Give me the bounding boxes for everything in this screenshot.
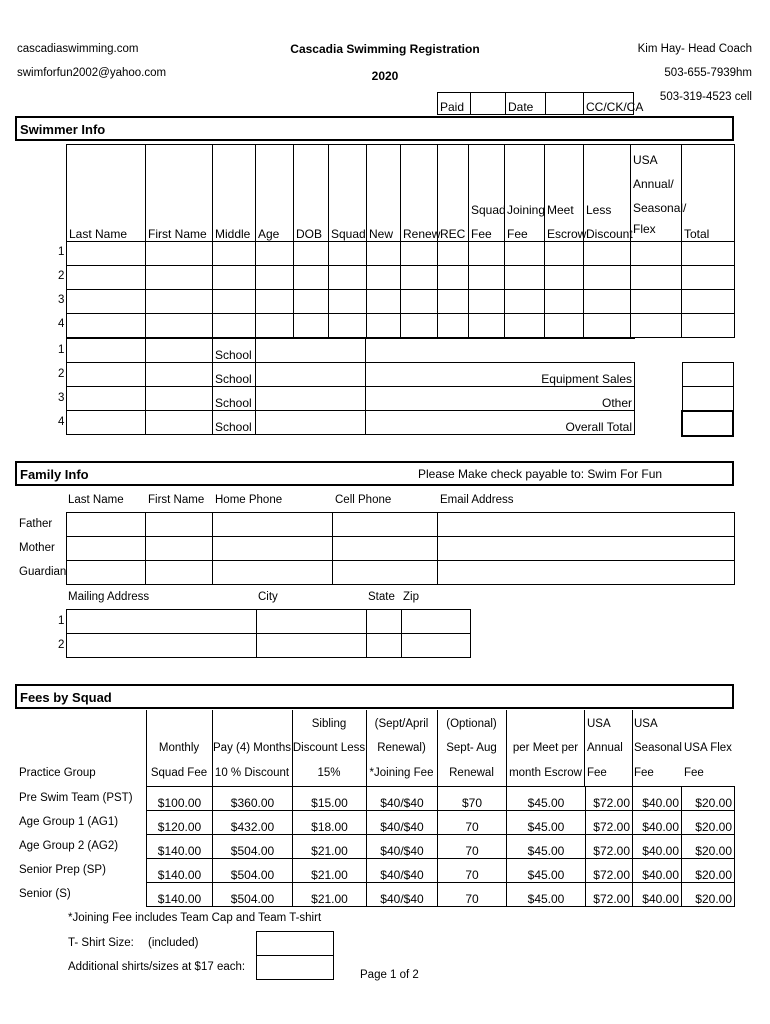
field[interactable]	[146, 561, 213, 585]
field[interactable]	[213, 242, 256, 266]
fee-cell-pay4: $504.00	[213, 883, 293, 907]
fee-cell-joining: $40/$40	[367, 787, 438, 811]
field[interactable]	[67, 387, 146, 411]
col-squad-fee-l2: Fee	[471, 227, 492, 241]
payment-box	[437, 92, 644, 115]
fee-cell-monthly: $140.00	[147, 883, 213, 907]
col-less-discount-l1: Less	[586, 203, 612, 217]
field[interactable]	[545, 314, 584, 338]
col-squad: Squad	[329, 145, 367, 242]
fee-row	[147, 811, 735, 835]
field[interactable]	[505, 314, 545, 338]
col-meet-escrow-l2: Escrow	[547, 227, 587, 241]
divider	[632, 710, 633, 786]
tshirt-included-note: (included)	[148, 937, 199, 949]
col-less-discount-l2: Discount	[586, 227, 633, 241]
paid-label: Paid	[438, 93, 471, 115]
col-usa-l2: Annual/	[633, 177, 674, 191]
field[interactable]	[402, 634, 471, 658]
family-info-title: Family Info	[20, 467, 89, 482]
swimmer-row-number: 3	[58, 294, 65, 306]
field[interactable]	[438, 314, 469, 338]
field[interactable]	[682, 242, 735, 266]
fee-cell-joining: $40/$40	[367, 859, 438, 883]
field[interactable]	[213, 314, 256, 338]
field[interactable]	[67, 513, 146, 537]
field[interactable]	[146, 537, 213, 561]
field[interactable]	[469, 266, 505, 290]
fee-cell-meet: $45.00	[507, 883, 586, 907]
col-first-name: First Name	[146, 145, 213, 242]
field[interactable]	[545, 242, 584, 266]
equipment-sales-field[interactable]	[682, 362, 734, 387]
fee-col-meet-l2: month Escrow	[509, 767, 582, 779]
field[interactable]	[631, 242, 682, 266]
school-label: School	[213, 411, 256, 435]
school-row-number: 1	[58, 344, 65, 356]
fee-cell-flex: $20.00	[682, 883, 735, 907]
fee-cell-sibling: $21.00	[293, 859, 367, 883]
field[interactable]	[438, 561, 735, 585]
fee-cell-seasonal: $40.00	[633, 883, 682, 907]
fee-col-seasonal-l3: Fee	[634, 767, 654, 779]
fee-cell-annual: $72.00	[586, 859, 633, 883]
swimmer-row	[67, 242, 735, 266]
swimmer-row	[67, 266, 735, 290]
col-usa-l4: Flex	[633, 222, 656, 236]
field[interactable]	[438, 290, 469, 314]
paid-field[interactable]	[471, 93, 506, 115]
fam-col-home-phone: Home Phone	[215, 494, 283, 506]
fee-cell-flex: $20.00	[682, 811, 735, 835]
fee-cell-annual: $72.00	[586, 835, 633, 859]
school-table	[66, 338, 635, 435]
other-label: Other	[366, 387, 635, 411]
school-row-number: 2	[58, 368, 65, 380]
additional-shirts-field[interactable]	[256, 955, 334, 980]
date-label: Date	[506, 93, 546, 115]
field[interactable]	[438, 242, 469, 266]
col-less-discount	[584, 145, 631, 242]
field[interactable]	[67, 314, 146, 338]
col-rec: REC	[438, 145, 469, 242]
swimmer-info-header	[15, 116, 734, 141]
fam-col-cell-phone: Cell Phone	[335, 494, 392, 506]
overall-total-label: Overall Total	[366, 411, 635, 435]
father-label: Father	[19, 518, 53, 530]
field[interactable]	[294, 266, 329, 290]
cell-phone: 503-319-4523 cell	[659, 91, 752, 103]
fee-cell-optional: 70	[438, 859, 507, 883]
swimmer-row-number: 2	[58, 270, 65, 282]
field[interactable]	[438, 537, 735, 561]
address-row-number: 1	[58, 615, 65, 627]
field[interactable]	[401, 290, 438, 314]
field[interactable]	[67, 610, 257, 634]
swimmer-row-number: 4	[58, 318, 65, 330]
school-field[interactable]	[256, 339, 366, 363]
field[interactable]	[329, 314, 367, 338]
fam-col-first-name: First Name	[148, 494, 205, 506]
swimmer-table	[66, 144, 735, 338]
fee-cell-seasonal: $40.00	[633, 859, 682, 883]
fee-cell-monthly: $140.00	[147, 859, 213, 883]
school-label: School	[213, 339, 256, 363]
fee-col-optional-l1: (Optional)	[446, 718, 497, 730]
field[interactable]	[256, 290, 294, 314]
fee-cell-monthly: $120.00	[147, 811, 213, 835]
fee-col-joining-l3: *Joining Fee	[369, 767, 434, 779]
fee-col-sibling-l2: Discount Less	[292, 742, 366, 754]
fee-cell-meet: $45.00	[507, 859, 586, 883]
date-field[interactable]	[546, 93, 584, 115]
address-table	[66, 609, 471, 658]
col-renew: Renew	[401, 145, 438, 242]
mother-label: Mother	[19, 542, 55, 554]
fee-col-optional-l2: Sept- Aug	[446, 742, 497, 754]
overall-total-field[interactable]	[681, 410, 734, 437]
swimmer-info-title: Swimmer Info	[20, 122, 106, 137]
field[interactable]	[146, 290, 213, 314]
fee-cell-meet: $45.00	[507, 811, 586, 835]
field[interactable]	[367, 314, 401, 338]
col-new: New	[367, 145, 401, 242]
field[interactable]	[438, 266, 469, 290]
field[interactable]	[367, 634, 402, 658]
additional-shirts-label: Additional shirts/sizes at $17 each:	[68, 961, 246, 973]
field[interactable]	[329, 242, 367, 266]
tshirt-size-label: T- Shirt Size:	[68, 937, 134, 949]
practice-group-label: Senior Prep (SP)	[19, 864, 106, 876]
fee-cell-annual: $72.00	[586, 883, 633, 907]
field[interactable]	[294, 290, 329, 314]
fee-cell-optional: 70	[438, 835, 507, 859]
field[interactable]	[469, 242, 505, 266]
fee-cell-meet: $45.00	[507, 835, 586, 859]
fam-col-last-name: Last Name	[68, 494, 124, 506]
field[interactable]	[213, 561, 333, 585]
addr-col-zip: Zip	[403, 591, 419, 603]
field[interactable]	[367, 290, 401, 314]
field[interactable]	[584, 290, 631, 314]
field[interactable]	[294, 242, 329, 266]
school-label: School	[213, 387, 256, 411]
field[interactable]	[367, 242, 401, 266]
col-joining-fee	[505, 145, 545, 242]
fee-row	[147, 859, 735, 883]
field[interactable]	[402, 610, 471, 634]
swimmer-header-row	[67, 145, 735, 242]
family-table	[66, 512, 735, 585]
website-text: cascadiaswimming.com	[17, 43, 139, 55]
col-usa-l1: USA	[633, 153, 658, 167]
fee-col-optional-l3: Renewal	[449, 767, 494, 779]
field[interactable]	[146, 339, 213, 363]
field[interactable]	[213, 537, 333, 561]
practice-group-label: Pre Swim Team (PST)	[19, 792, 133, 804]
fee-cell-meet: $45.00	[507, 787, 586, 811]
col-meet-escrow	[545, 145, 587, 242]
fee-col-seasonal-l2: Seasonal	[634, 742, 682, 754]
field[interactable]	[469, 290, 505, 314]
equipment-sales-label: Equipment Sales	[366, 363, 635, 387]
fee-col-seasonal-l1: USA	[634, 718, 658, 730]
col-usa	[631, 145, 687, 242]
field[interactable]	[146, 411, 213, 435]
fee-cell-annual: $72.00	[586, 787, 633, 811]
col-last-name: Last Name	[67, 145, 146, 242]
fee-cell-pay4: $360.00	[213, 787, 293, 811]
year-text: 2020	[371, 69, 399, 83]
field[interactable]	[146, 242, 213, 266]
field[interactable]	[545, 266, 584, 290]
fee-cell-flex: $20.00	[682, 835, 735, 859]
fee-cell-joining: $40/$40	[367, 811, 438, 835]
fees-header	[15, 684, 734, 709]
field[interactable]	[584, 314, 631, 338]
addr-col-city: City	[258, 591, 278, 603]
address-row-number: 2	[58, 639, 65, 651]
col-meet-escrow-l1: Meet	[547, 203, 574, 217]
fee-col-annual-l2: Annual	[587, 742, 623, 754]
field[interactable]	[333, 537, 438, 561]
fee-cell-flex: $20.00	[682, 787, 735, 811]
home-phone: 503-655-7939hm	[664, 67, 752, 79]
blank	[366, 339, 635, 363]
field[interactable]	[401, 314, 438, 338]
fee-col-sibling-l3: 15%	[317, 767, 341, 779]
school-field[interactable]	[256, 411, 366, 435]
field[interactable]	[631, 314, 682, 338]
field[interactable]	[367, 610, 402, 634]
field[interactable]	[67, 561, 146, 585]
field[interactable]	[67, 266, 146, 290]
field[interactable]	[329, 266, 367, 290]
field[interactable]	[631, 266, 682, 290]
field[interactable]	[213, 266, 256, 290]
fam-col-email: Email Address	[440, 494, 514, 506]
field[interactable]	[67, 290, 146, 314]
col-age: Age	[256, 145, 294, 242]
addr-col-state: State	[368, 591, 395, 603]
fee-cell-sibling: $15.00	[293, 787, 367, 811]
field[interactable]	[545, 290, 584, 314]
swimmer-row	[67, 290, 735, 314]
field[interactable]	[682, 314, 735, 338]
fee-col-joining-l2: Renewal)	[377, 742, 426, 754]
fee-cell-pay4: $504.00	[213, 835, 293, 859]
fee-col-sibling-l1: Sibling	[311, 718, 347, 730]
field[interactable]	[631, 290, 682, 314]
field[interactable]	[67, 242, 146, 266]
swimmer-row	[67, 314, 735, 338]
field[interactable]	[146, 314, 213, 338]
school-label: School	[213, 363, 256, 387]
method-label: CC/CK/CA	[584, 93, 634, 115]
school-field[interactable]	[256, 387, 366, 411]
field[interactable]	[256, 242, 294, 266]
col-joining-fee-l2: Fee	[507, 227, 528, 241]
fee-col-meet-l1: per Meet per	[512, 742, 579, 754]
field[interactable]	[256, 266, 294, 290]
practice-group-label: Age Group 2 (AG2)	[19, 840, 119, 852]
col-dob: DOB	[294, 145, 329, 242]
page-number: Page 1 of 2	[360, 969, 419, 981]
swimmer-row-number: 1	[58, 246, 65, 258]
email-text: swimforfun2002@yahoo.com	[17, 67, 167, 79]
fee-cell-optional: 70	[438, 811, 507, 835]
field[interactable]	[146, 363, 213, 387]
fee-cell-monthly: $140.00	[147, 835, 213, 859]
field[interactable]	[584, 242, 631, 266]
field[interactable]	[67, 339, 146, 363]
fee-col-annual-l1: USA	[587, 718, 611, 730]
fee-cell-flex: $20.00	[682, 859, 735, 883]
fee-cell-sibling: $18.00	[293, 811, 367, 835]
tshirt-size-field[interactable]	[256, 931, 334, 956]
check-payable-note: Please Make check payable to: Swim For Fun	[418, 467, 663, 481]
fee-cell-joining: $40/$40	[367, 835, 438, 859]
field[interactable]	[257, 610, 367, 634]
fee-cell-pay4: $432.00	[213, 811, 293, 835]
fee-col-monthly-l1: Monthly	[158, 742, 200, 754]
col-total: Total	[682, 145, 735, 242]
field[interactable]	[505, 242, 545, 266]
field[interactable]	[333, 561, 438, 585]
fee-col-joining-l1: (Sept/April	[374, 718, 429, 730]
col-usa-l3: Seasonal/	[633, 201, 687, 215]
fee-cell-seasonal: $40.00	[633, 811, 682, 835]
field[interactable]	[67, 411, 146, 435]
fee-col-pay4-l1: Pay (4) Months	[213, 742, 291, 754]
other-field[interactable]	[682, 386, 734, 411]
guardian-label: Guardian	[19, 566, 67, 578]
fee-row	[147, 883, 735, 907]
field[interactable]	[469, 314, 505, 338]
joining-fee-note: *Joining Fee includes Team Cap and Team T-shirt	[68, 912, 322, 924]
fee-cell-monthly: $100.00	[147, 787, 213, 811]
addr-col-mailing: Mailing Address	[68, 591, 150, 603]
fee-col-monthly-l2: Squad Fee	[150, 767, 208, 779]
field[interactable]	[146, 266, 213, 290]
fee-row	[147, 787, 735, 811]
coach-name: Kim Hay- Head Coach	[637, 43, 752, 55]
fee-cell-annual: $72.00	[586, 811, 633, 835]
field[interactable]	[505, 290, 545, 314]
col-squad-fee	[469, 145, 505, 242]
field[interactable]	[682, 290, 735, 314]
school-field[interactable]	[256, 363, 366, 387]
fee-cell-joining: $40/$40	[367, 883, 438, 907]
field[interactable]	[67, 363, 146, 387]
fee-cell-seasonal: $40.00	[633, 835, 682, 859]
field[interactable]	[146, 513, 213, 537]
fee-cell-sibling: $21.00	[293, 883, 367, 907]
fee-col-flex-l1: USA Flex	[684, 742, 732, 754]
col-middle: Middle	[213, 145, 256, 242]
field[interactable]	[401, 242, 438, 266]
field[interactable]	[256, 314, 294, 338]
field[interactable]	[67, 634, 257, 658]
practice-group-label: Senior (S)	[19, 888, 71, 900]
field[interactable]	[333, 513, 438, 537]
field[interactable]	[67, 537, 146, 561]
fee-cell-seasonal: $40.00	[633, 787, 682, 811]
fee-col-annual-l3: Fee	[587, 767, 607, 779]
fee-cell-pay4: $504.00	[213, 859, 293, 883]
field[interactable]	[367, 266, 401, 290]
field[interactable]	[329, 290, 367, 314]
field[interactable]	[146, 387, 213, 411]
field[interactable]	[401, 266, 438, 290]
field[interactable]	[438, 513, 735, 537]
field[interactable]	[682, 266, 735, 290]
field[interactable]	[213, 290, 256, 314]
practice-group-label: Age Group 1 (AG1)	[19, 816, 119, 828]
field[interactable]	[294, 314, 329, 338]
fee-col-pay4-l2: 10 % Discount	[214, 767, 290, 779]
col-joining-fee-l1: Joining	[507, 203, 546, 217]
fees-table	[146, 786, 735, 907]
field[interactable]	[213, 513, 333, 537]
field[interactable]	[257, 634, 367, 658]
field[interactable]	[505, 266, 545, 290]
page-title: Cascadia Swimming Registration	[290, 42, 480, 56]
fee-col-flex-l2: Fee	[684, 767, 704, 779]
fee-cell-optional: 70	[438, 883, 507, 907]
school-row-number: 4	[58, 416, 65, 428]
fee-cell-optional: $70	[438, 787, 507, 811]
fee-row	[147, 835, 735, 859]
fees-title: Fees by Squad	[20, 690, 112, 705]
col-squad-fee-l1: Squad	[471, 203, 506, 217]
fee-cell-sibling: $21.00	[293, 835, 367, 859]
fee-col-practice-group: Practice Group	[19, 767, 96, 779]
school-row-number: 3	[58, 392, 65, 404]
field[interactable]	[584, 266, 631, 290]
